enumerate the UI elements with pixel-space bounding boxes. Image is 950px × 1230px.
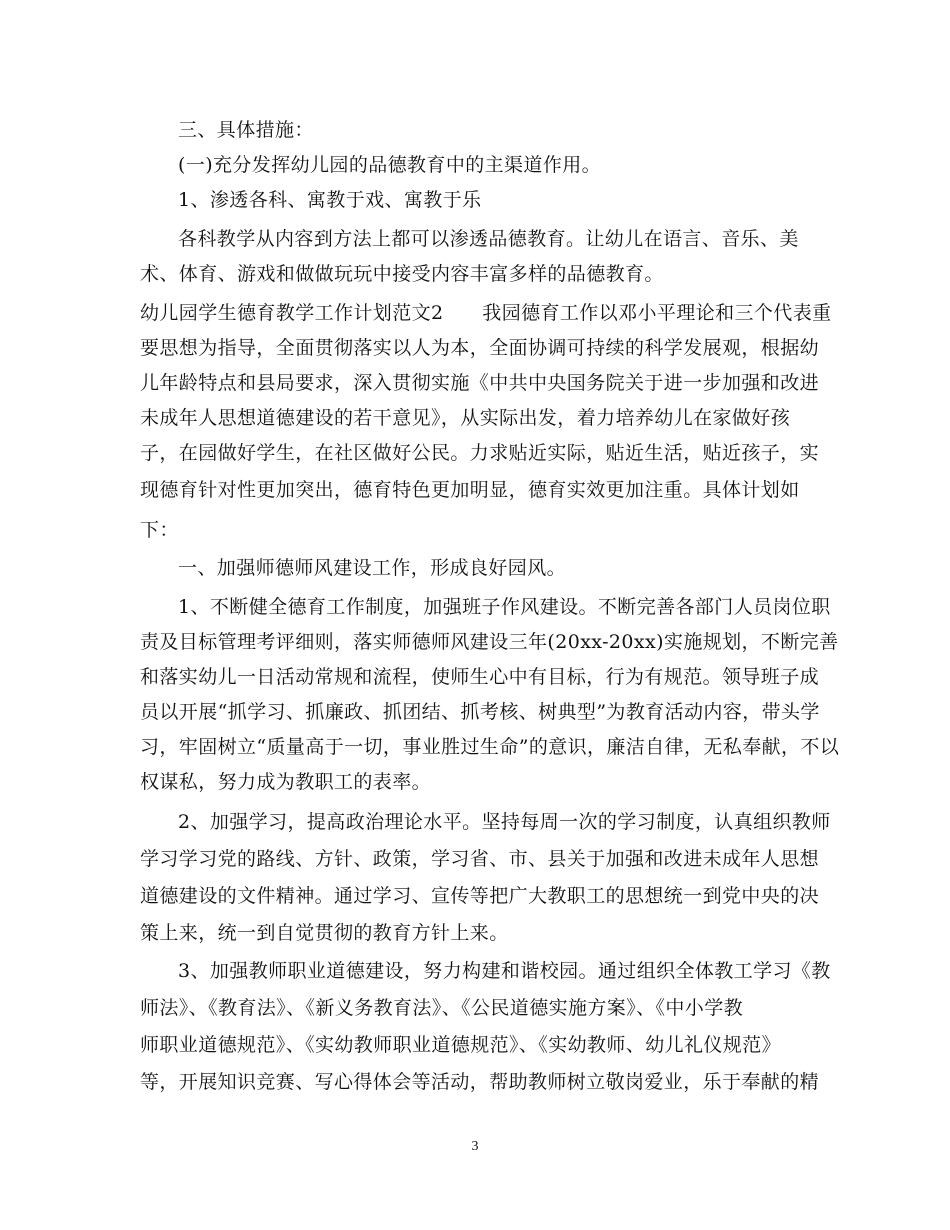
paragraph-line: 师职业道德规范》、《实幼教师职业道德规范》、《实幼教师、幼儿礼仪规范》 (140, 1034, 782, 1056)
paragraph-line: 学习学习党的路线、方针、政策，学习省、市、县关于加强和改进未成年人思想 (140, 848, 820, 870)
subsection-heading: (一)充分发挥幼儿园的品德教育中的主渠道作用。 (178, 154, 602, 176)
paragraph-line: 儿年龄特点和县局要求，深入贯彻实施《中共中央国务院关于进一步加强和改进 (140, 372, 820, 394)
paragraph-line: 师法》、《教育法》、《新义务教育法》、《公民道德实施方案》、《中小学教 (140, 997, 744, 1019)
paragraph-line: 1、不断健全德育工作制度，加强班子作风建设。不断完善各部门人员岗位职 (178, 596, 831, 618)
paragraph-line: 2、加强学习，提高政治理论水平。坚持每周一次的学习制度，认真组织教师 (178, 811, 831, 833)
paragraph-line: 等，开展知识竞赛、写心得体会等活动，帮助教师树立敬岗爱业，乐于奉献的精 (140, 1071, 820, 1093)
paragraph-line: 术、体育、游戏和做做玩玩中接受内容丰富多样的品德教育。 (140, 263, 664, 285)
paragraph-line: 道德建设的文件精神。通过学习、宣传等把广大教职工的思想统一到党中央的决 (140, 885, 820, 907)
paragraph-line: 下： (140, 519, 179, 541)
item-heading: 1、渗透各科、寓教于戏、寓教于乐 (178, 189, 482, 211)
paragraph-line: 未成年人思想道德建设的若干意见》，从实际出发，着力培养幼儿在家做好孩 (140, 407, 791, 429)
paragraph-line: 3、加强教师职业道德建设，努力构建和谐校园。通过组织全体教工学习《教 (178, 960, 831, 982)
paragraph-line: 策上来，统一到自觉贯彻的教育方针上来。 (140, 922, 509, 944)
paragraph-line: 和落实幼儿一日活动常规和流程，使师生心中有目标，行为有规范。领导班子成 (140, 666, 820, 688)
paragraph-line: 幼儿园学生德育教学工作计划范文2 我园德育工作以邓小平理论和三个代表重 (140, 302, 832, 324)
paragraph-line: 要思想为指导，全面贯彻落实以人为本，全面协调可持续的科学发展观，根据幼 (140, 337, 820, 359)
paragraph-line: 各科教学从内容到方法上都可以渗透品德教育。让幼儿在语言、音乐、美 (178, 228, 799, 250)
paragraph-line: 权谋私，努力成为教职工的表率。 (140, 771, 432, 793)
section-heading: 一、加强师德师风建设工作，形成良好园风。 (178, 557, 567, 579)
paragraph-line: 员以开展“抓学习、抓廉政、抓团结、抓考核、树典型”为教育活动内容，带头学 (140, 701, 820, 723)
paragraph-line: 现德育针对性更加突出，德育特色更加明显，德育实效更加注重。具体计划如 (140, 479, 800, 501)
paragraph-line: 责及目标管理考评细则，落实师德师风建设三年(20xx-20xx)实施规划，不断完善 (140, 631, 839, 653)
page-number: 3 (471, 1139, 479, 1154)
paragraph-line: 子，在园做好学生，在社区做好公民。力求贴近实际，贴近生活，贴近孩子，实 (140, 442, 820, 464)
section-heading: 三、具体措施： (178, 119, 314, 141)
paragraph-line: 习，牢固树立“质量高于一切，事业胜过生命”的意识，廉洁自律，无私奉献，不以 (140, 736, 840, 758)
